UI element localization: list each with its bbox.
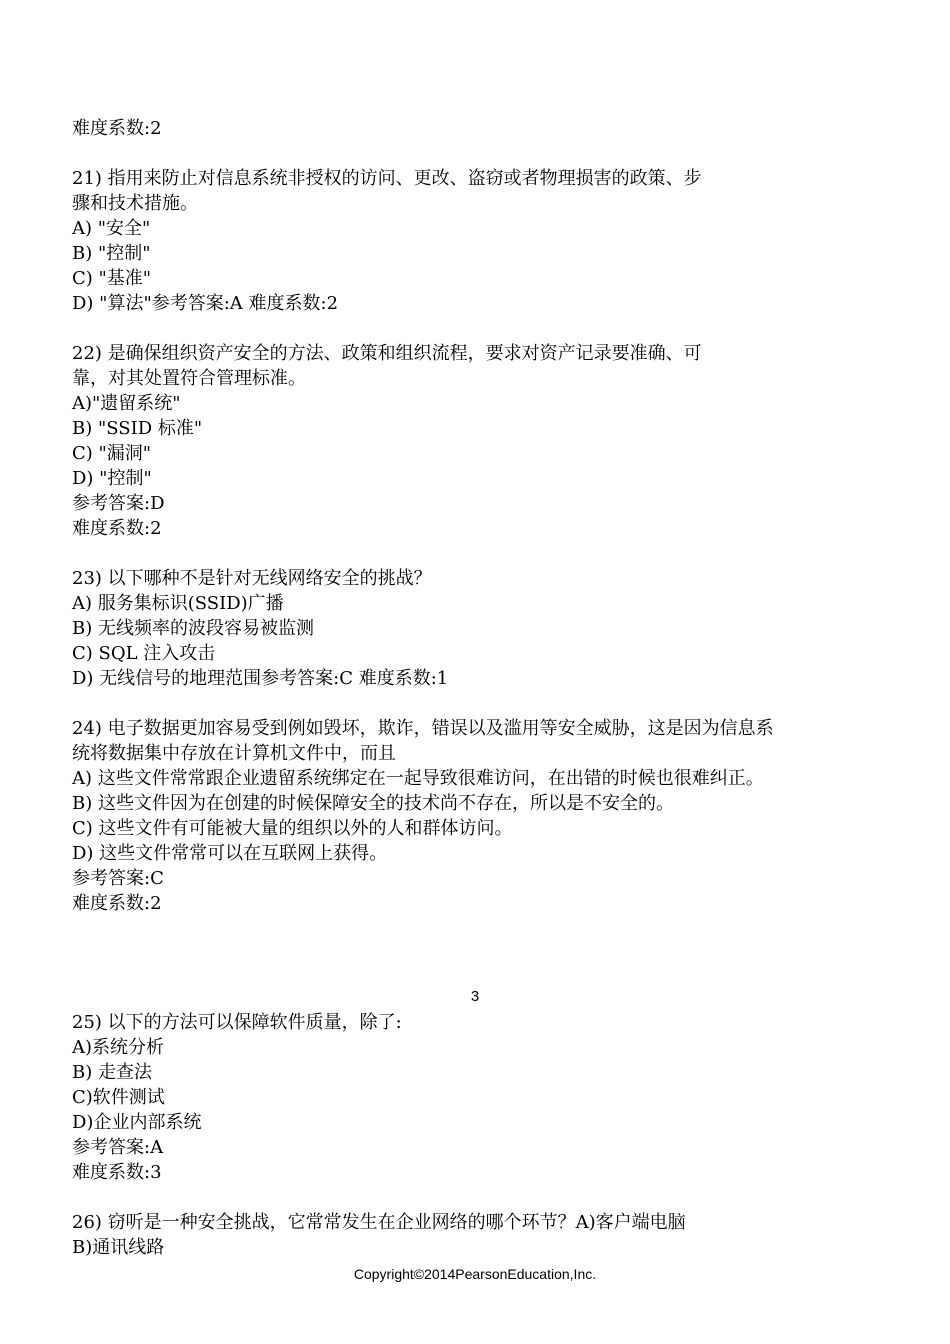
question-text: 21) 指用来防止对信息系统非授权的访问、更改、盗窃或者物理损害的政策、步 bbox=[72, 168, 702, 189]
question-21 bbox=[72, 166, 872, 316]
option-d: D)企业内部系统 bbox=[72, 1112, 202, 1133]
answer: 参考答案:C bbox=[72, 868, 164, 889]
question-24 bbox=[72, 716, 872, 916]
option-a: A)"遗留系统" bbox=[72, 393, 181, 414]
option-a: A) 这些文件常常跟企业遗留系统绑定在一起导致很难访问，在出错的时候也很难纠正。 bbox=[72, 768, 764, 789]
option-b: B) 走查法 bbox=[72, 1062, 152, 1083]
question-23 bbox=[72, 566, 872, 691]
option-d: D) "算法"参考答案:A 难度系数:2 bbox=[72, 293, 339, 314]
option-c: C)软件测试 bbox=[72, 1087, 165, 1108]
question-text: 22) 是确保组织资产安全的方法、政策和组织流程，要求对资产记录要准确、可 bbox=[72, 343, 702, 364]
answer: 参考答案:D bbox=[72, 493, 165, 514]
document-body bbox=[72, 116, 872, 916]
option-a: A)系统分析 bbox=[72, 1037, 165, 1058]
difficulty: 难度系数:3 bbox=[72, 1162, 162, 1183]
option-d: D) "控制" bbox=[72, 468, 152, 489]
copyright-footer: Copyright©2014PearsonEducation,Inc. bbox=[353, 1266, 597, 1282]
option-b: B) 这些文件因为在创建的时候保障安全的技术尚不存在，所以是不安全的。 bbox=[72, 793, 674, 814]
question-22 bbox=[72, 341, 872, 541]
question-26 bbox=[72, 1210, 872, 1260]
question-text: 23) 以下哪种不是针对无线网络安全的挑战？ bbox=[72, 568, 432, 589]
difficulty-prev: 难度系数:2 bbox=[72, 118, 162, 139]
question-text: 26) 窃听是一种安全挑战，它常常发生在企业网络的哪个环节？A)客户端电脑 bbox=[72, 1212, 686, 1233]
option-a: A) 服务集标识(SSID)广播 bbox=[72, 593, 284, 614]
question-text-cont: 骤和技术措施。 bbox=[72, 193, 198, 214]
answer: 参考答案:A bbox=[72, 1137, 164, 1158]
option-b: B)通讯线路 bbox=[72, 1237, 165, 1258]
option-c: C) SQL 注入攻击 bbox=[72, 643, 216, 664]
difficulty: 难度系数:2 bbox=[72, 518, 162, 539]
question-text-cont: 统将数据集中存放在计算机文件中，而且 bbox=[72, 743, 396, 764]
option-a: A) "安全" bbox=[72, 218, 151, 239]
option-d: D) 无线信号的地理范围参考答案:C 难度系数:1 bbox=[72, 668, 449, 689]
page-number: 3 bbox=[470, 988, 480, 1005]
question-text-cont: 靠，对其处置符合管理标准。 bbox=[72, 368, 306, 389]
question-25 bbox=[72, 1010, 872, 1185]
option-c: C) "基准" bbox=[72, 268, 152, 289]
option-c: C) 这些文件有可能被大量的组织以外的人和群体访问。 bbox=[72, 818, 513, 839]
option-b: B) "SSID 标准" bbox=[72, 418, 203, 439]
option-b: B) 无线频率的波段容易被监测 bbox=[72, 618, 314, 639]
question-text: 24) 电子数据更加容易受到例如毁坏，欺诈，错误以及滥用等安全威胁，这是因为信息系 bbox=[72, 718, 774, 739]
option-d: D) 这些文件常常可以在互联网上获得。 bbox=[72, 843, 388, 864]
document-body-continued bbox=[72, 1010, 872, 1260]
difficulty: 难度系数:2 bbox=[72, 893, 162, 914]
option-c: C) "漏洞" bbox=[72, 443, 152, 464]
question-text: 25) 以下的方法可以保障软件质量，除了: bbox=[72, 1012, 402, 1033]
option-b: B) "控制" bbox=[72, 243, 151, 264]
